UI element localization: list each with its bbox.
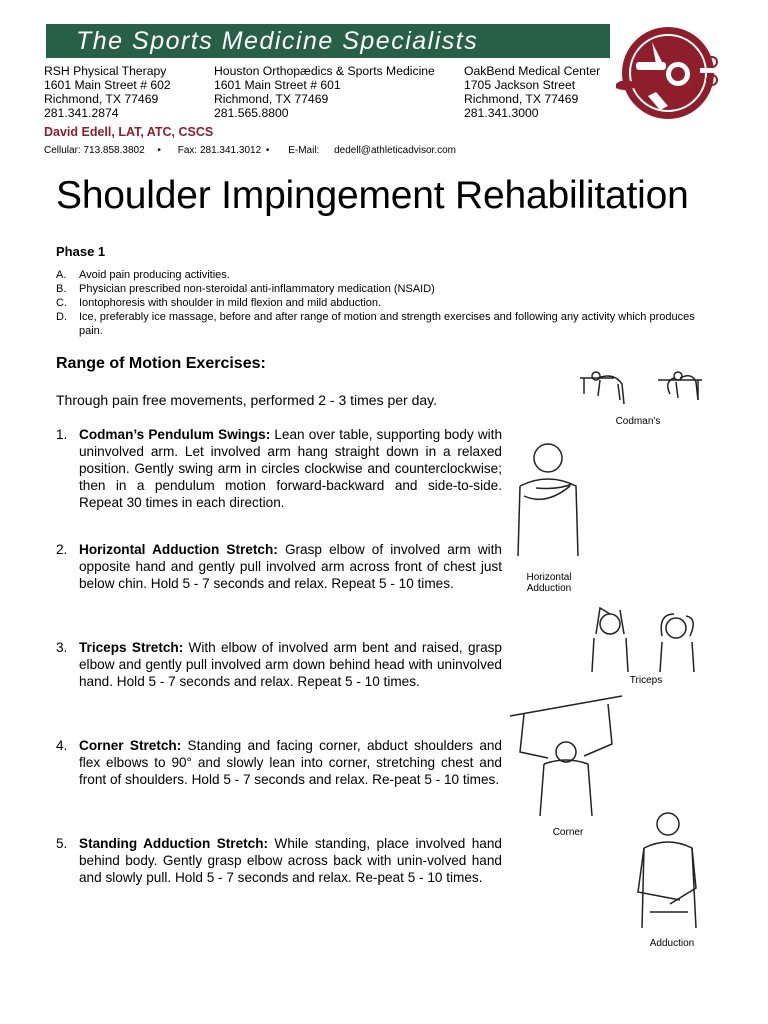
list-item: C. Iontophoresis with shoulder in mild flexion and mild abduction. <box>56 297 382 309</box>
standing-adduction-illustration <box>630 808 714 934</box>
email-link[interactable]: dedell@athleticadvisor.com <box>334 145 456 156</box>
fax-number: 281.341.3012 <box>199 145 262 156</box>
caption-codmans: Codman’s <box>615 416 661 427</box>
office-oakbend: OakBend Medical Center 1705 Jackson Street Richmond, TX 77469 281.341.3000 <box>464 64 601 120</box>
caption-corner: Corner <box>552 827 584 838</box>
exercise-standing-adduction: 5. Standing Adduction Stretch: While standing, place involved hand behind body. Gently grasp elbow across back with unin-volved hand and slowly pull. Hold 5 - 7 seconds and relax. Re-peat 5 - 10 times. <box>56 836 502 885</box>
office-houston-ortho: Houston Orthopædics & Sports Medicine 1601 Main Street # 601 Richmond, TX 77469 281.565.8800 <box>214 64 435 120</box>
corner-illustration <box>508 694 624 818</box>
caption-adduction: Adduction <box>649 938 695 949</box>
page-title: Shoulder Impingement Rehabilitation <box>56 174 689 217</box>
list-item: B. Physician prescribed non-steroidal anti-inflammatory medication (NSAID) <box>56 283 435 295</box>
codmans-illustration <box>574 364 708 410</box>
office-rsh: RSH Physical Therapy 1601 Main Street # 602 Richmond, TX 77469 281.341.2874 <box>44 64 171 120</box>
phase-1-list <box>56 268 706 338</box>
horizontal-adduction-illustration <box>506 436 590 566</box>
caption-horizontal-adduction: Horizontal Adduction <box>526 572 572 594</box>
exercise-horizontal-adduction: 2. Horizontal Adduction Stretch: Grasp elbow of involved arm with opposite hand and gently pull involved arm across front of chest just below chin. Hold 5 - 7 seconds and relax. Repeat 5 - 10 times. <box>56 542 502 591</box>
author-name: David Edell, LAT, ATC, CSCS <box>44 125 214 139</box>
letterhead-banner: The Sports Medicine Specialists <box>46 24 610 58</box>
rom-intro: Through pain free movements, performed 2 - 3 times per day. <box>56 392 438 408</box>
cell-number: 713.858.3802 <box>83 145 145 156</box>
contact-line: Cellular: 713.858.3802 • Fax: 281.341.3012 • E-Mail: dedell@athleticadvisor.com <box>44 145 456 156</box>
phase-1-heading: Phase 1 <box>56 244 106 259</box>
list-item: A. Avoid pain producing activities. <box>56 269 230 281</box>
caption-triceps: Triceps <box>629 675 663 686</box>
exercise-codmans: 1. Codman’s Pendulum Swings: Lean over table, supporting body with uninvolved arm. Let involved arm hang straight down in a relaxed position. Gently swing arm in circles clockwise and counterclockwise; then in a pendulum motion forward-backward and side-to-side. Repeat 30 times in each direction. <box>56 427 503 510</box>
list-item: D. Ice, preferably ice massage, before and after range of motion and strength exercises and following any activity which produces pain. <box>56 311 695 337</box>
exercise-corner: 4. Corner Stretch: Standing and facing corner, abduct shoulders and flex elbows to 90° and slowly lean into corner, stretching chest and front of shoulders. Hold 5 - 7 seconds and relax. Re-peat 5 - 10 times. <box>56 738 502 787</box>
exercise-triceps: 3. Triceps Stretch: With elbow of involved arm bent and raised, grasp elbow and gently pull involved arm down behind head with uninvolved hand. Hold 5 - 7 seconds and relax. Repeat 5 - 10 times. <box>56 640 502 689</box>
triceps-illustration <box>582 604 712 674</box>
sports-medicine-logo <box>612 22 724 124</box>
rom-heading: Range of Motion Exercises: <box>56 355 266 372</box>
